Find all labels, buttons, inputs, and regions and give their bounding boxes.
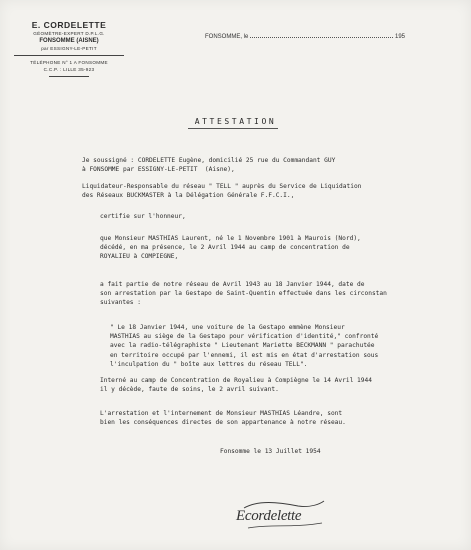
paragraph-certifies: certifie sur l'honneur,	[100, 213, 186, 220]
paragraph-declarant: Je soussigné : CORDELETTE Eugène, domicilié 25 rue du Commandant GUY à FONSOMME par ESSIGNY-LE-PETIT (Aisne),	[82, 157, 336, 174]
paragraph-membership: a fait partie de notre réseau de Avril 1943 au 18 Janvier 1944, date de son arrestation par la Gestapo de Saint-Quentin effectuée dans les circonstan suivantes :	[100, 281, 387, 307]
letterhead-name: E. CORDELETTE	[31, 20, 107, 30]
letterhead-town: FONSOMME (AISNE)	[39, 38, 99, 44]
letterhead-ccp: C.C.P. : LILLE 35-923	[43, 67, 95, 72]
document-title: ATTESTATION	[194, 117, 277, 126]
dateline-place: FONSOMME, le	[205, 34, 249, 40]
paragraph-conclusion: L'arrestation et l'internement de Monsieur MASTHIAS Léandre, sont bien les conséquences directes de son appartenance à notre réseau.	[100, 410, 346, 427]
letterhead-phone: TÉLÉPHONE N° 1 A FONSOMME	[30, 60, 108, 65]
letterhead-profession: GÉOMÈTRE-EXPERT D.P.L.G.	[33, 31, 105, 36]
paragraph-person: que Monsieur MASTHIAS Laurent, né le 1 Novembre 1901 à Maurois (Nord), décédé, en ma présence, le 2 Avril 1944 au camp de concentration de ROYALIEU à COMPIEGNE,	[100, 235, 361, 261]
dateline-year: 195	[394, 34, 405, 40]
letterhead-via: par ESSIGNY-LE-PETIT	[41, 46, 97, 51]
paragraph-role: Liquidateur-Responsable du réseau " TELL " auprès du Service de Liquidation des Réseaux BUCKMASTER à la Délégation Générale F.F.C.I.,	[82, 183, 362, 200]
signature: Ecordelette	[236, 508, 302, 524]
paragraph-internment: Interné au camp de Concentration de Royalieu à Compiègne le 14 Avril 1944 il y décède, faute de soins, le 2 avril suivant.	[100, 377, 372, 394]
paragraph-account: " Le 18 Janvier 1944, une voiture de la Gestapo emmène Monsieur MASTHIAS au siège de la Gestapo pour vérification d'identité," confronté avec la radio-télégraphiste " Lieutenant Mariette BECKMANN " parachutée en territoire occupé par l'ennemi, il est mis en état d'arrestation sous l'inculpation du " boîte aux lettres du réseau TELL".	[110, 324, 379, 368]
place-date-line: Fonsomme le 13 Juillet 1954	[220, 448, 321, 455]
